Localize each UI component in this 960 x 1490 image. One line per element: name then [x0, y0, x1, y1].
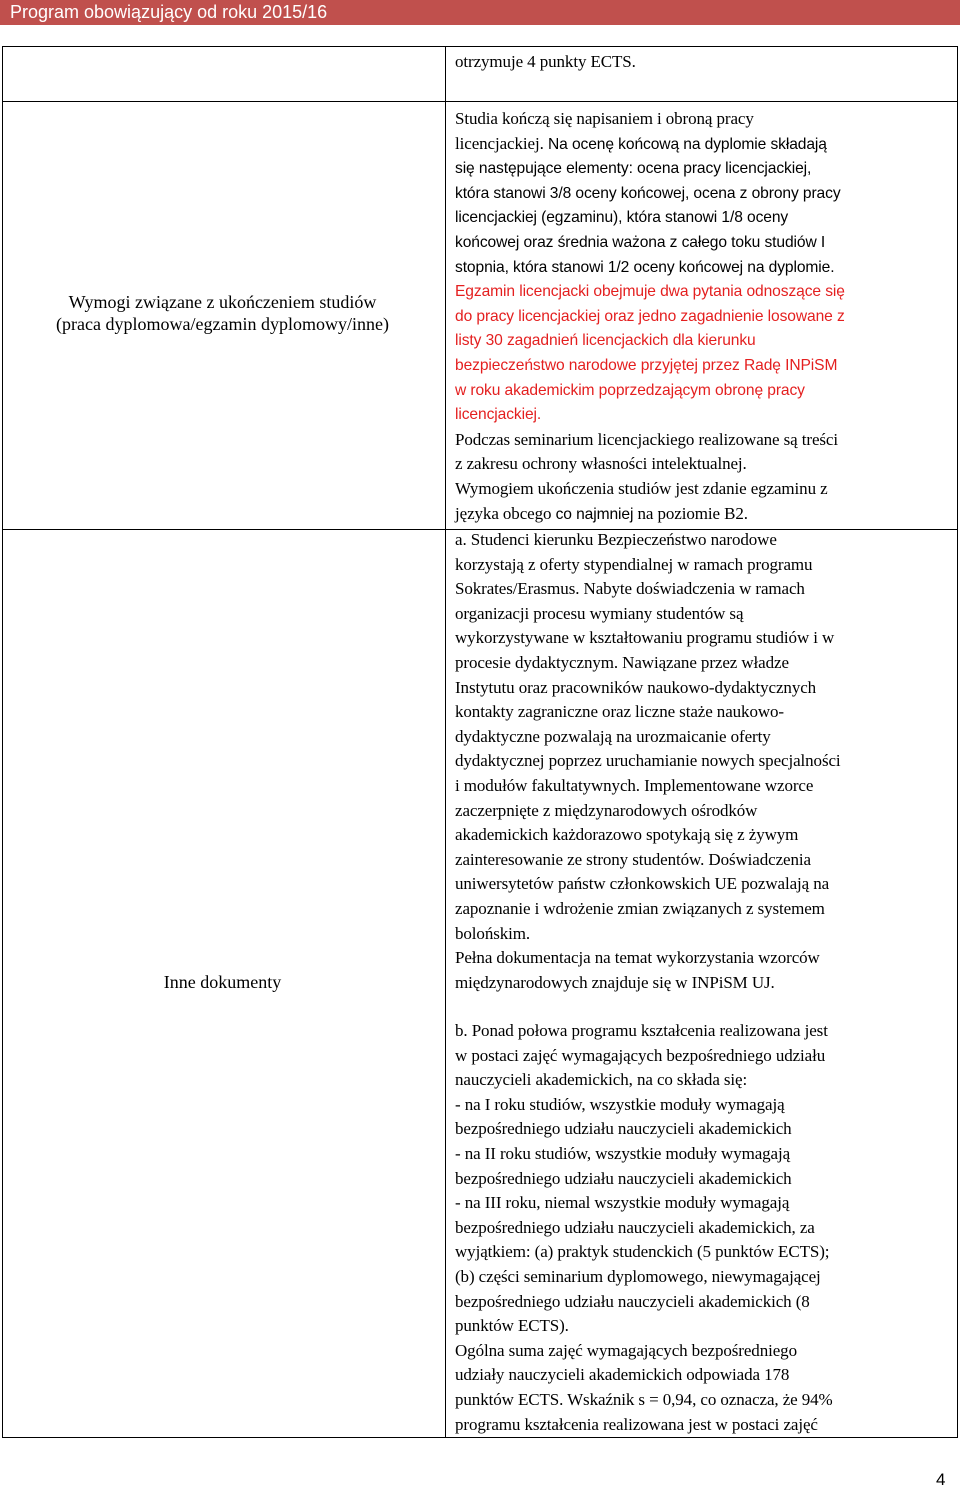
text-line: końcowej oraz średnia ważona z całego toku studiów I	[455, 233, 826, 251]
table-border-top	[2, 46, 958, 47]
other-documents-label-text: Inne dokumenty	[163, 972, 282, 992]
text-fragment: Na ocenę końcową na dyplomie składają	[543, 135, 827, 153]
text-fragment: licencjackiej.	[455, 133, 544, 153]
text-line: wyjątkiem: (a) praktyk studenckich (5 punktów ECTS);	[455, 1242, 830, 1262]
text-line: punktów ECTS).	[455, 1316, 569, 1336]
text-line: Studia kończą się napisaniem i obroną pracy	[455, 109, 754, 128]
text-line: zapoznanie i wdrożenie zmian związanych z systemem	[455, 898, 825, 918]
text-line: udziały nauczycieli akademickich odpowiada 178	[455, 1365, 790, 1385]
text-line: programu kształcenia realizowana jest w postaci zajęć	[455, 1414, 818, 1434]
text-line: dydaktycznej poprzez uruchamianie nowych specjalności	[455, 751, 841, 771]
text-line: bolońskim.	[455, 923, 531, 943]
text-line: procesie dydaktycznym. Nawiązane przez władze	[455, 652, 789, 672]
text-line: - na II roku studiów, wszystkie moduły wymagają	[455, 1143, 791, 1163]
text-line: licencjackiej (egzaminu), która stanowi 1/8 oceny	[455, 209, 789, 227]
text-line: i modułów fakultatywnych. Implementowane wzorce	[455, 775, 814, 795]
text-line: Instytutu oraz pracowników naukowo-dydaktycznych	[455, 677, 817, 697]
text-line: Pełna dokumentacja na temat wykorzystania wzorców	[455, 948, 820, 968]
text-line: Ogólna suma zajęć wymagających bezpośredniego	[455, 1340, 797, 1360]
text-line: bezpośredniego udziału nauczycieli akademickich (8	[455, 1291, 810, 1311]
text-line: - na I roku studiów, wszystkie moduły wymagają	[455, 1094, 785, 1114]
other-documents-cell-text	[455, 528, 947, 995]
text-line: zainteresowanie ze strony studentów. Doświadczenia	[455, 849, 811, 869]
page-header	[0, 0, 960, 25]
text-line: otrzymuje 4 punkty ECTS.	[455, 52, 636, 71]
text-line-red: Egzamin licencjacki obejmuje dwa pytania odnoszące się	[455, 283, 845, 301]
direct-contact-cell-text	[455, 1019, 947, 1437]
text-line: w postaci zajęć wymagających bezpośredniego udziału	[455, 1045, 826, 1065]
text-fragment: języka obcego	[455, 503, 556, 523]
program-title: Program obowiązujący od roku 2015/16	[10, 2, 328, 22]
text-line: dydaktyczne pozwalają na urozmaicanie oferty	[455, 726, 771, 746]
text-line: z zakresu ochrony własności intelektualnej.	[455, 454, 747, 474]
requirements-label-line1: Wymogi związane z ukończeniem studiów	[68, 292, 377, 312]
text-line-red: bezpieczeństwo narodowe przyjętej przez Radę INPiSM	[455, 356, 838, 374]
page-number: 4	[936, 1470, 946, 1489]
text-line: wykorzystywane w kształtowaniu programu studiów i w	[455, 628, 835, 648]
text-line: punktów ECTS. Wskaźnik s = 0,94, co oznacza, że 94%	[455, 1389, 833, 1409]
text-line: Sokrates/Erasmus. Nabyte doświadczenia w ramach	[455, 579, 805, 599]
text-line: zaczerpnięte z międzynarodowych ośrodków	[455, 800, 758, 820]
text-line: międzynarodowych znajduje się w INPiSM UJ.	[455, 972, 775, 992]
text-line: Wymogiem ukończenia studiów jest zdanie egzaminu z	[455, 478, 828, 498]
requirements-label-line2: (praca dyplomowa/egzamin dyplomowy/inne)	[56, 314, 389, 334]
requirements-cell-text	[455, 107, 947, 527]
other-documents-label	[0, 971, 445, 993]
table-border-left	[2, 46, 3, 1438]
text-line: stopnia, która stanowi 1/2 oceny końcowej na dyplomie.	[455, 258, 835, 276]
text-line: korzystają z oferty stypendialnej w ramach programu	[455, 554, 813, 574]
text-line: bezpośredniego udziału nauczycieli akademickich	[455, 1119, 792, 1139]
text-line: się następujące elementy: ocena pracy licencjackiej,	[455, 160, 812, 178]
text-fragment: na poziomie B2.	[633, 503, 748, 523]
text-line: która stanowi 3/8 oceny końcowej, ocena z obrony pracy	[455, 184, 841, 202]
text-line: kontakty zagraniczne oraz liczne staże naukowo-	[455, 702, 784, 722]
text-line: nauczycieli akademickich, na co składa się:	[455, 1070, 748, 1090]
ects-cell-text	[455, 50, 947, 75]
table-border-right	[957, 46, 958, 1438]
text-line-red: do pracy licencjackiej oraz jedno zagadnienie losowane z	[455, 307, 845, 325]
text-line: organizacji procesu wymiany studentów są	[455, 603, 744, 623]
text-line	[455, 132, 947, 158]
text-line-red: w roku akademickim poprzedzającym obronę pracy	[455, 381, 805, 399]
text-line: bezpośredniego udziału nauczycieli akademickich	[455, 1168, 792, 1188]
text-line: a. Studenci kierunku Bezpieczeństwo narodowe	[455, 530, 777, 549]
text-line-red: licencjackiej.	[455, 406, 542, 424]
table-border-bottom	[2, 1437, 958, 1438]
text-line: uniwersytetów państw członkowskich UE pozwalają na	[455, 874, 830, 894]
requirements-label	[0, 291, 445, 335]
text-line: Podczas seminarium licencjackiego realizowane są treści	[455, 429, 838, 449]
text-line-red: listy 30 zagadnień licencjackich dla kierunku	[455, 332, 756, 350]
text-line: (b) części seminarium dyplomowego, niewymagającej	[455, 1266, 821, 1286]
text-line: b. Ponad połowa programu kształcenia realizowana jest	[455, 1021, 828, 1040]
text-line	[455, 502, 947, 528]
text-line: akademickich każdorazowo spotykają się z żywym	[455, 825, 799, 845]
table-border-row1	[2, 101, 958, 102]
text-fragment: co najmniej	[555, 505, 634, 523]
text-line: bezpośredniego udziału nauczycieli akademickich, za	[455, 1217, 815, 1237]
table-column-divider	[445, 46, 446, 1438]
text-line: - na III roku, niemal wszystkie moduły wymagają	[455, 1193, 790, 1213]
